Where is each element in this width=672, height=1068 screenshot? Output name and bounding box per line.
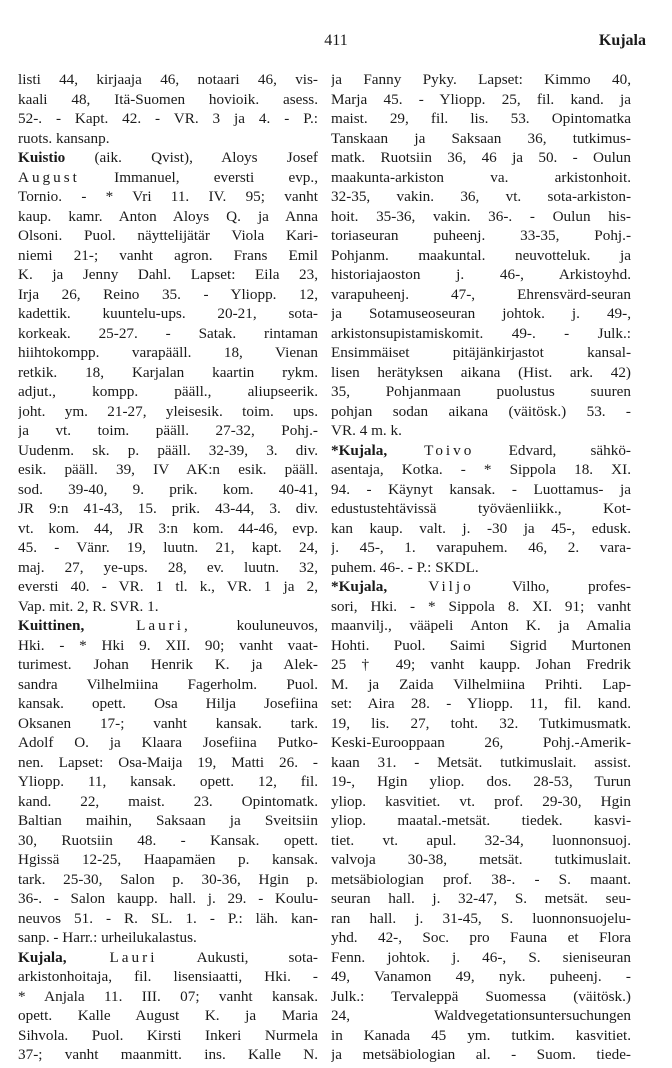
line-text: Baltian maihin, Saksaan ja Sveitsiin bbox=[18, 812, 318, 829]
text-line bbox=[331, 285, 631, 305]
line-text: listi 44, kirjaaja 46, notaari 46, vis- bbox=[18, 71, 318, 88]
line-text: varapuheenj. 47-, Ehrensvärd-seuran bbox=[331, 285, 631, 303]
text-line bbox=[18, 831, 318, 851]
line-text: kaup. kamr. Anton Aloys Q. ja Anna bbox=[18, 207, 318, 225]
line-text: K. ja Jenny Dahl. Lapset: Eila 23, bbox=[18, 266, 318, 283]
text-line bbox=[331, 714, 631, 734]
entry-headword: *Kujala, bbox=[331, 441, 388, 459]
text-line bbox=[331, 733, 631, 753]
line-text: hoit. 35-36, vakin. 36-. - Oulun his- bbox=[331, 207, 631, 225]
text-line bbox=[331, 226, 631, 246]
text-line bbox=[331, 577, 631, 597]
text-line bbox=[331, 343, 631, 363]
text-line bbox=[331, 148, 631, 168]
line-text: ja Sotamuseoseuran johtok. j. 49-, bbox=[331, 305, 631, 322]
text-line bbox=[18, 70, 318, 90]
line-text: in Kanada 45 ym. tutkim. kasvitiet. bbox=[331, 1026, 631, 1044]
text-line bbox=[18, 694, 318, 714]
line-text: Sihvola. Puol. Kirsti Inkeri Nurmela bbox=[18, 1026, 318, 1044]
text-line bbox=[18, 441, 318, 461]
line-text: Oksanen 17-; vanht kansak. tark. bbox=[18, 714, 318, 732]
line-text: (aik. Qvist), Aloys Josef bbox=[65, 149, 318, 166]
text-line bbox=[18, 90, 318, 110]
text-line bbox=[18, 304, 318, 324]
line-text: JR 9:n 41-43, 15. prik. 43-44, 3. div. bbox=[18, 500, 318, 517]
line-text: Keski-Eurooppaan 26, Pohj.-Amerik- bbox=[331, 734, 631, 751]
text-line bbox=[331, 246, 631, 266]
line-text: valvoja 30-38, metsät. tutkimuslait. bbox=[331, 851, 631, 868]
text-line bbox=[18, 655, 318, 675]
line-text: sod. 39-40, 9. prik. kom. 40-41, bbox=[18, 480, 318, 498]
line-text: maist. 29, fil. lis. 53. Opintomatka bbox=[331, 110, 631, 127]
text-line bbox=[18, 207, 318, 227]
line-text: 19-, Hgin yliop. dos. 28-53, Turun bbox=[331, 773, 631, 790]
text-line bbox=[18, 1045, 318, 1065]
line-text: kaali 48, Itä-Suomen hovioik. asess. bbox=[18, 90, 318, 108]
line-text: Aukusti, sota- bbox=[157, 948, 318, 966]
entry-spaced-name: Viljo bbox=[387, 578, 474, 595]
text-line bbox=[331, 655, 631, 675]
entry-headword: Kujala, bbox=[18, 948, 67, 966]
text-line bbox=[18, 870, 318, 890]
line-text: Olsoni. Puol. näyttelijätär Viola Kari- bbox=[18, 227, 318, 244]
text-line bbox=[331, 207, 631, 227]
text-line bbox=[331, 558, 631, 578]
text-line bbox=[331, 265, 631, 285]
text-line bbox=[18, 889, 318, 909]
line-text: Irja 26, Reino 35. - Yliopp. 12, bbox=[18, 285, 318, 303]
text-line bbox=[331, 694, 631, 714]
line-text: ja metsäbiologian al. - Suom. tiede- bbox=[331, 1046, 631, 1063]
line-text: niemi 21-; vanht agron. Frans Emil bbox=[18, 246, 318, 264]
line-text: kadettik. kuuntelu-ups. 20-21, sota- bbox=[18, 305, 318, 322]
text-line bbox=[18, 109, 318, 129]
text-line bbox=[331, 168, 631, 188]
entry-headword: Kuistio bbox=[18, 149, 66, 166]
text-line bbox=[18, 1026, 318, 1046]
line-text: Fenn. johtok. j. 46-, S. sieniseuran bbox=[331, 948, 631, 966]
text-line bbox=[18, 792, 318, 812]
line-text: Tornio. - * Vri 11. IV. 95; vanht bbox=[18, 188, 318, 205]
line-text: yhd. 42-, Soc. pro Fauna et Flora bbox=[331, 929, 631, 946]
text-line bbox=[331, 753, 631, 773]
line-text: 24, Waldvegetationsuntersuchungen bbox=[331, 1007, 631, 1024]
entry-spaced-name: Lauri bbox=[66, 948, 158, 966]
text-line bbox=[18, 928, 318, 948]
text-line bbox=[18, 558, 318, 578]
line-text: Tanskaan ja Saksaan 36, tutkimus- bbox=[331, 129, 631, 147]
text-line bbox=[331, 441, 631, 461]
text-line bbox=[18, 226, 318, 246]
text-line bbox=[331, 889, 631, 909]
line-text: 52-. - Kapt. 42. - VR. 3 ja 4. - P.: bbox=[18, 110, 318, 127]
text-line bbox=[18, 246, 318, 266]
line-text: Vap. mit. 2, R. SVR. 1. bbox=[18, 597, 159, 615]
line-text: VR. 4 m. k. bbox=[331, 422, 402, 439]
line-text: esik. pääll. 39, IV AK:n esik. pääll. bbox=[18, 461, 318, 478]
text-line bbox=[18, 265, 318, 285]
left-column bbox=[18, 70, 318, 1065]
text-line bbox=[18, 675, 318, 695]
text-line bbox=[18, 636, 318, 656]
line-text: lisen herätyksen aikana (Hist. ark. 42) bbox=[331, 363, 631, 381]
line-text: sanp. - Harr.: urheilukalastus. bbox=[18, 929, 197, 946]
text-line bbox=[18, 499, 318, 519]
line-text: pohjan sodan aikana (väitösk.) 53. - bbox=[331, 402, 631, 420]
line-text: korkeak. 25-27. - Satak. rintaman bbox=[18, 324, 318, 342]
text-line bbox=[18, 129, 318, 149]
text-line bbox=[18, 967, 318, 987]
text-line bbox=[331, 109, 631, 129]
line-text: kan kaup. valt. j. -30 ja 45-, edusk. bbox=[331, 519, 631, 537]
text-line bbox=[331, 538, 631, 558]
line-text: Hki. - * Hki 9. XII. 90; vanht vaat- bbox=[18, 636, 318, 654]
text-line bbox=[331, 402, 631, 422]
line-text: Uudenm. sk. p. pääll. 32-39, 3. div. bbox=[18, 441, 318, 459]
line-text: opett. Kalle August K. ja Maria bbox=[18, 1007, 318, 1024]
line-text: Yliopp. 11, kansak. opett. 12, fil. bbox=[18, 773, 318, 790]
text-line bbox=[331, 90, 631, 110]
text-line bbox=[18, 577, 318, 597]
line-text: yliop. kasvitiet. vt. prof. 29-30, Hgin bbox=[331, 792, 631, 810]
line-text: hiihtokompp. varapääll. 18, Vienan bbox=[18, 344, 318, 361]
text-line bbox=[18, 402, 318, 422]
text-line bbox=[331, 324, 631, 344]
text-line bbox=[18, 811, 318, 831]
line-text: Vilho, profes- bbox=[473, 578, 631, 595]
line-text: neuvos 51. - R. SL. 1. - P.: läh. kan- bbox=[18, 909, 318, 927]
text-line bbox=[331, 616, 631, 636]
text-line bbox=[331, 460, 631, 480]
line-text: 25 † 49; vanht kaupp. Johan Fredrik bbox=[331, 656, 631, 673]
text-line bbox=[18, 324, 318, 344]
line-text: toriaseuran puheenj. 33-35, Pohj.- bbox=[331, 227, 631, 244]
line-text: historiajaoston j. 46-, Arkistoyhd. bbox=[331, 266, 631, 283]
text-line bbox=[331, 363, 631, 383]
line-text: sandra Vilhelmiina Fagerholm. Puol. bbox=[18, 675, 318, 693]
line-text: kand. 22, maist. 23. Opintomatk. bbox=[18, 792, 318, 810]
running-head: Kujala bbox=[598, 32, 646, 49]
text-line bbox=[18, 538, 318, 558]
text-line bbox=[18, 363, 318, 383]
text-line bbox=[18, 753, 318, 773]
line-text: yliop. maatal.-metsät. tiedek. kasvi- bbox=[331, 812, 631, 829]
text-line bbox=[331, 772, 631, 792]
text-line bbox=[331, 948, 631, 968]
line-text: Edvard, sähkö- bbox=[474, 441, 631, 459]
line-text: asentaja, Kotka. - * Sippola 18. XI. bbox=[331, 461, 631, 478]
line-text: tiet. vt. apul. 32-34, luonnonsuoj. bbox=[331, 831, 631, 849]
line-text: maakunta-arkiston va. arkistonhoit. bbox=[331, 168, 631, 186]
line-text: maj. 27, ye-ups. 28, ev. luutn. 32, bbox=[18, 558, 318, 576]
line-text: turimest. Johan Henrik K. ja Alek- bbox=[18, 656, 318, 673]
text-line bbox=[331, 480, 631, 500]
line-text: matk. Ruotsiin 36, 46 ja 50. - Oulun bbox=[331, 149, 631, 166]
line-text: retkik. 18, Karjalan kaartin rykm. bbox=[18, 363, 318, 381]
line-text: 94. - Käynyt kansak. - Luottamus- ja bbox=[331, 480, 631, 498]
entry-spaced-name: August bbox=[18, 168, 80, 186]
text-line bbox=[331, 831, 631, 851]
text-line bbox=[18, 343, 318, 363]
text-line bbox=[331, 597, 631, 617]
line-text: 30, Ruotsiin 48. - Kansak. opett. bbox=[18, 831, 318, 849]
text-line bbox=[331, 811, 631, 831]
text-line bbox=[18, 1006, 318, 1026]
text-line bbox=[18, 187, 318, 207]
line-text: seuran hall. j. 32-47, S. metsät. seu- bbox=[331, 890, 631, 907]
line-text: eversti 40. - VR. 1 tl. k., VR. 1 ja 2, bbox=[18, 578, 318, 595]
line-text: joht. ym. 21-27, yleisesik. toim. ups. bbox=[18, 402, 318, 420]
text-line bbox=[18, 987, 318, 1007]
line-text: 19, lis. 27, toht. 32. Tutkimusmatk. bbox=[331, 714, 631, 732]
text-line bbox=[18, 616, 318, 636]
line-text: nen. Lapset: Osa-Maija 19, Matti 26. - bbox=[18, 753, 318, 771]
line-text: * Anjala 11. III. 07; vanht kansak. bbox=[18, 987, 318, 1005]
line-text: arkistonsupistamiskomit. 49-. - Julk.: bbox=[331, 324, 631, 342]
text-line bbox=[331, 967, 631, 987]
text-line bbox=[331, 187, 631, 207]
line-text: Pohjanm. maakuntal. neuvotteluk. ja bbox=[331, 246, 631, 264]
text-line bbox=[331, 1006, 631, 1026]
text-line bbox=[18, 382, 318, 402]
line-text: vt. kom. 44, JR 3:n kom. 44-46, evp. bbox=[18, 519, 318, 537]
entry-spaced-name: Toivo bbox=[387, 441, 475, 459]
text-line bbox=[18, 519, 318, 539]
text-line bbox=[18, 909, 318, 929]
line-text: 37-; vanht maanmitt. ins. Kalle N. bbox=[18, 1046, 318, 1063]
text-line bbox=[331, 421, 631, 441]
text-line bbox=[18, 480, 318, 500]
entry-headword: *Kujala, bbox=[331, 578, 388, 595]
line-text: Hgissä 12-25, Haapamäen p. kansak. bbox=[18, 851, 318, 868]
line-text: edustustehtävissä työväenliikk., Kot- bbox=[331, 500, 631, 517]
text-line bbox=[18, 285, 318, 305]
line-text: ja Fanny Pyky. Lapset: Kimmo 40, bbox=[331, 71, 631, 88]
text-line bbox=[331, 909, 631, 929]
text-line bbox=[331, 675, 631, 695]
text-line bbox=[331, 850, 631, 870]
line-text: metsäbiologian prof. 38-. - S. maant. bbox=[331, 870, 631, 888]
text-line bbox=[18, 460, 318, 480]
text-line bbox=[331, 792, 631, 812]
text-line bbox=[331, 636, 631, 656]
text-line bbox=[18, 948, 318, 968]
line-text: Julk.: Tervaleppä Suomessa (väitösk.) bbox=[331, 987, 631, 1005]
line-text: M. ja Zaida Vilhelmiina Prihti. Lap- bbox=[331, 675, 631, 693]
line-text: kaan 31. - Metsät. tutkimuslait. assist. bbox=[331, 753, 631, 771]
text-line bbox=[18, 733, 318, 753]
text-line bbox=[331, 70, 631, 90]
line-text: Marja 45. - Yliopp. 25, fil. kand. ja bbox=[331, 90, 631, 108]
line-text: 35, Pohjanmaan puolustus suuren bbox=[331, 383, 631, 400]
line-text: ja vt. toim. pääll. 27-32, Pohj.- bbox=[18, 422, 318, 439]
entry-spaced-name: Lauri bbox=[84, 617, 184, 634]
text-line bbox=[18, 597, 318, 617]
line-text: 36-. - Salon kaupp. hall. j. 29. - Koulu- bbox=[18, 890, 318, 907]
text-line bbox=[331, 499, 631, 519]
line-text: maanvilj., vääpeli Anton K. ja Amalia bbox=[331, 617, 631, 634]
line-text: Ensimmäiset pitäjänkirjastot kansal- bbox=[331, 344, 631, 361]
page-number: 411 bbox=[324, 32, 348, 49]
text-line bbox=[331, 129, 631, 149]
text-line bbox=[331, 519, 631, 539]
right-column bbox=[331, 70, 631, 1065]
line-text: tark. 25-30, Salon p. 30-36, Hgin p. bbox=[18, 870, 318, 888]
text-line bbox=[18, 850, 318, 870]
line-text: arkistonhoitaja, fil. lisensiaatti, Hki. - bbox=[18, 968, 318, 985]
line-text: ran hall. j. 31-45, S. luonnonsuojelu- bbox=[331, 909, 631, 927]
line-text: ruots. kansanp. bbox=[18, 129, 110, 147]
line-text: puhem. 46-. - P.: SKDL. bbox=[331, 558, 479, 576]
line-text: , kouluneuvos, bbox=[183, 617, 318, 634]
line-text: j. 45-, 1. varapuhem. 46, 2. vara- bbox=[331, 539, 631, 556]
line-text: adjut., kompp. pääll., aliupseerik. bbox=[18, 383, 318, 400]
line-text: 45. - Vänr. 19, luutn. 21, kapt. 24, bbox=[18, 539, 318, 556]
line-text: sori, Hki. - * Sippola 8. XI. 91; vanht bbox=[331, 597, 631, 615]
text-line bbox=[18, 168, 318, 188]
text-line bbox=[18, 148, 318, 168]
line-text: 49, Vanamon 49, nyk. puheenj. - bbox=[331, 968, 631, 985]
line-text: Hohti. Puol. Saimi Sigrid Murtonen bbox=[331, 636, 631, 654]
text-line bbox=[331, 870, 631, 890]
text-line bbox=[331, 382, 631, 402]
text-line bbox=[18, 714, 318, 734]
line-text: kansak. opett. Osa Hilja Josefiina bbox=[18, 695, 318, 712]
text-line bbox=[331, 987, 631, 1007]
text-line bbox=[331, 1045, 631, 1065]
text-line bbox=[18, 421, 318, 441]
line-text: Immanuel, eversti evp., bbox=[79, 168, 318, 186]
line-text: set: Aira 28. - Yliopp. 11, fil. kand. bbox=[331, 695, 631, 712]
line-text: Adolf O. ja Klaara Josefiina Putko- bbox=[18, 734, 318, 751]
text-line bbox=[331, 304, 631, 324]
text-line bbox=[331, 1026, 631, 1046]
entry-headword: Kuittinen, bbox=[18, 617, 85, 634]
text-line bbox=[18, 772, 318, 792]
text-line bbox=[331, 928, 631, 948]
line-text: 32-35, vakin. 36, vt. sota-arkiston- bbox=[331, 188, 631, 205]
